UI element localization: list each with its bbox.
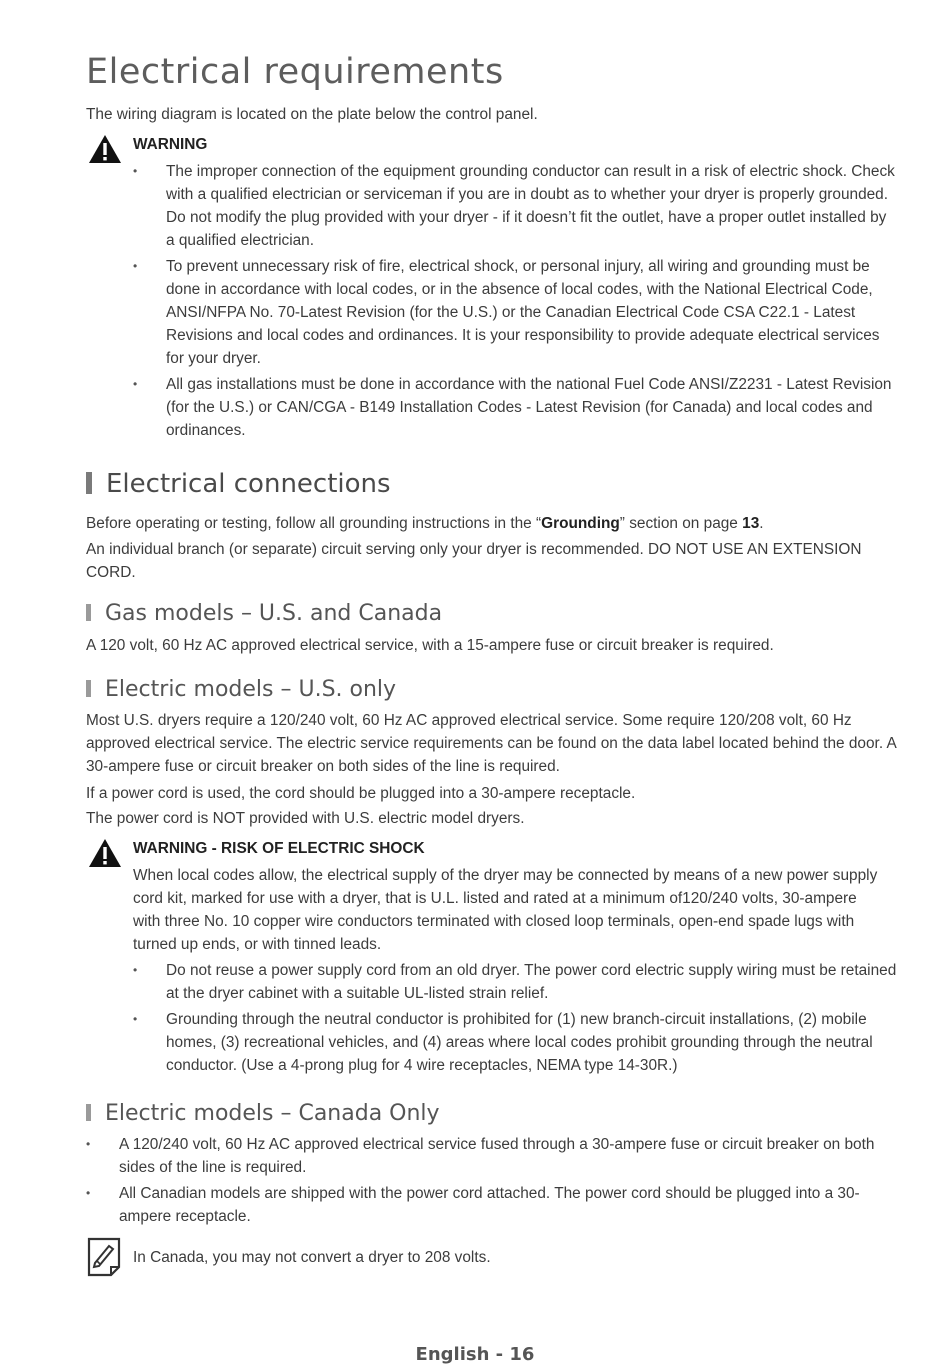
connections-para-2: An individual branch (or separate) circuit serving only your dryer is recommended. DO NOT USE AN EXTENSION CORD. <box>86 541 862 581</box>
section-heading-text: Electrical connections <box>106 469 391 499</box>
section-heading-gas <box>86 601 442 626</box>
section-heading-text: Electric models – Canada Only <box>105 1101 440 1126</box>
grounding-keyword: Grounding <box>541 515 620 532</box>
canada-list <box>86 1133 886 1228</box>
list-item: • All Canadian models are shipped with the power cord attached. The power cord should be plugged into a 30-ampere receptacle. <box>86 1182 886 1228</box>
warning-text: When local codes allow, the electrical supply of the dryer may be connected by means of a new power supply cord kit, marked for use with a dryer, that is U.L. listed and rated at a minimum of120/240 volts, 30-ampere with three No. 10 copper wire conductors terminated with closed loop terminals, open-end spade lugs with turned up ends, or with tinned leads. <box>133 867 878 953</box>
section-heading-connections <box>86 469 391 499</box>
section-heading-text: Gas models – U.S. and Canada <box>105 601 443 626</box>
heading-marker <box>86 680 91 697</box>
warning-heading: WARNING - RISK OF ELECTRIC SHOCK <box>133 840 425 857</box>
list-item: • Grounding through the neutral conductor is prohibited for (1) new branch-circuit installations, (2) mobile homes, (3) recreational vehicles, and (4) areas where local codes prohibit grounding through the neutral conductor. (Use a 4-prong plug for 4 wire receptacles, NEMA type 14-30R.) <box>133 1008 898 1077</box>
list-item: • A 120/240 volt, 60 Hz AC approved electrical service fused through a 30-ampere fuse or circuit breaker on both sides of the line is required. <box>86 1133 886 1179</box>
warning-heading: WARNING <box>133 136 208 153</box>
warning-triangle-icon <box>88 838 122 868</box>
page-reference: 13 <box>742 515 760 532</box>
section-heading-electric-us <box>86 677 396 702</box>
section-heading-text: Electric models – U.S. only <box>105 677 397 702</box>
list-item: • The improper connection of the equipment grounding conductor can result in a risk of electric shock. Check with a qualified electrician or serviceman if you are in doubt as to whether your dryer is properly grounded. Do not modify the plug provided with your dryer - if it doesn’t fit the outlet, have a proper outlet installed by a qualified electrician. <box>133 160 898 252</box>
section-heading-electric-ca <box>86 1101 440 1126</box>
electric-us-para-2: If a power cord is used, the cord should be plugged into a 30-ampere receptacle. <box>86 785 636 802</box>
intro-text: The wiring diagram is located on the plate below the control panel. <box>86 106 538 123</box>
warning-list <box>133 959 898 1077</box>
note-pencil-icon <box>87 1237 121 1277</box>
text-run: Before operating or testing, follow all grounding instructions in the “ <box>86 515 542 532</box>
text-run: ” section on page <box>619 515 743 532</box>
connections-para-1 <box>86 512 906 535</box>
list-item: • All gas installations must be done in accordance with the national Fuel Code ANSI/Z2231 - Latest Revision (for the U.S.) or CAN/CGA - B149 Installation Codes - Latest Revision (for Canada) and local codes and ordinances. <box>133 373 898 442</box>
heading-marker <box>86 1104 91 1121</box>
list-item: • To prevent unnecessary risk of fire, electrical shock, or personal injury, all wiring and grounding must be done in accordance with local codes, or in the absence of local codes, with the National Electrical Code, ANSI/NFPA No. 70-Latest Revision (for the U.S.) or the Canadian Electrical Code CSA C22.1 - Latest Revisions and local codes and ordinances. It is your responsibility to provide adequate electrical services for your dryer. <box>133 255 898 370</box>
list-item: • Do not reuse a power supply cord from an old dryer. The power cord electric supply wiring must be retained at the dryer cabinet with a suitable UL-listed strain relief. <box>133 959 898 1005</box>
gas-text: A 120 volt, 60 Hz AC approved electrical service, with a 15-ampere fuse or circuit breaker is required. <box>86 637 774 654</box>
page-footer: English - 16 <box>415 1344 535 1365</box>
note-text: In Canada, you may not convert a dryer to 208 volts. <box>133 1249 491 1266</box>
heading-marker <box>86 604 91 621</box>
electric-us-para-3: The power cord is NOT provided with U.S. electric model dryers. <box>86 810 525 827</box>
heading-marker <box>86 472 92 494</box>
text-run: . <box>759 515 764 532</box>
warning-triangle-icon <box>88 134 122 164</box>
electric-us-para-1: Most U.S. dryers require a 120/240 volt, 60 Hz AC approved electrical service. Some require 120/208 volt, 60 Hz approved electrical service. The electric service requirements can be found on the data label located behind the door. A 30-ampere fuse or circuit breaker on both sides of the line is required. <box>86 712 896 775</box>
page-title: Electrical requirements <box>86 52 504 92</box>
warning-list <box>133 160 898 442</box>
